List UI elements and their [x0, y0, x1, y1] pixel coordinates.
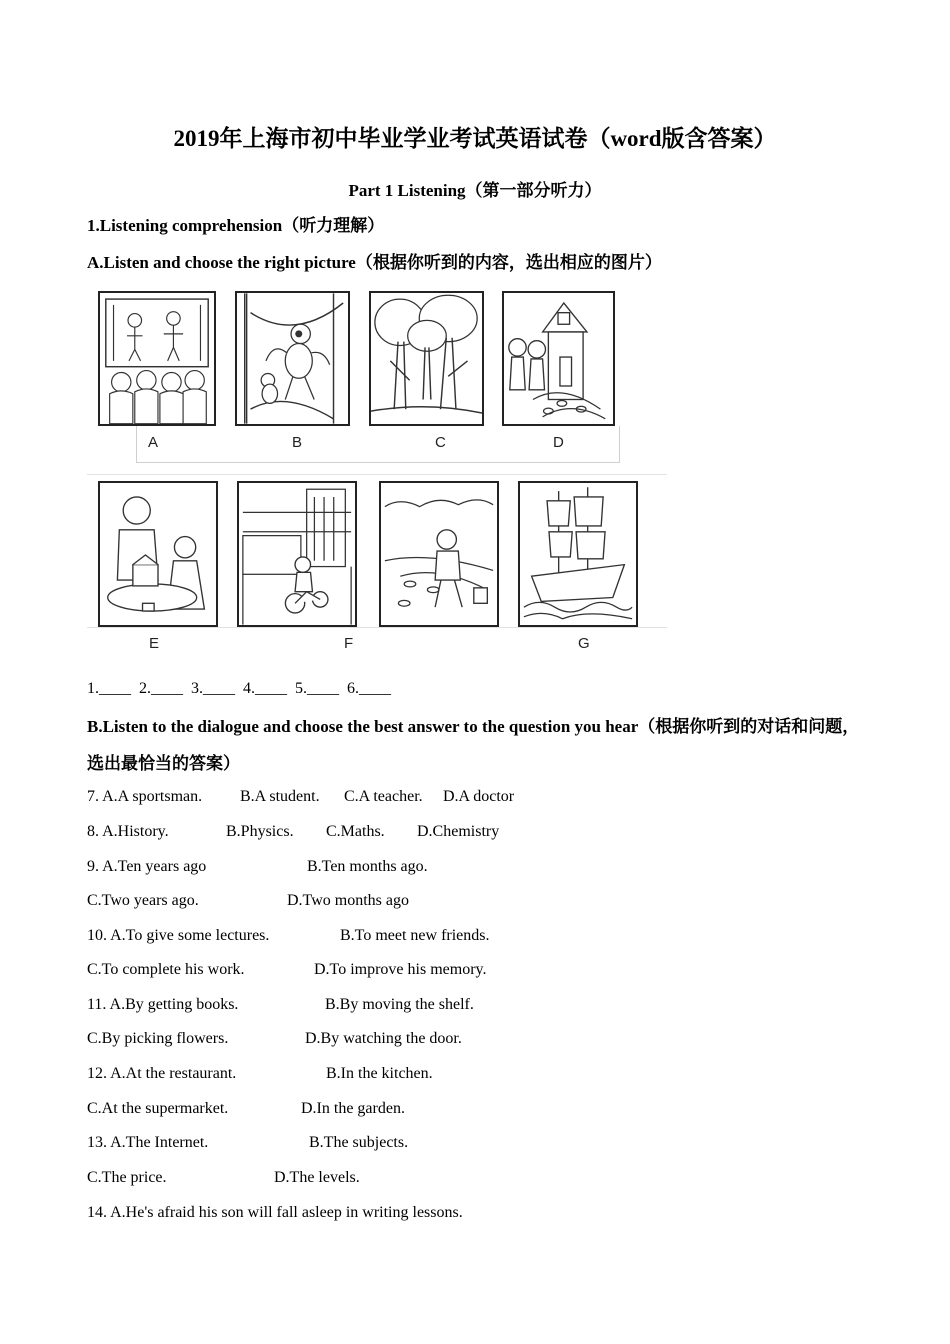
- picture-label-f: F: [344, 635, 354, 652]
- part-title: Part 1 Listening（第一部分听力）: [348, 181, 602, 200]
- option: 13. A.The Internet.: [87, 1134, 209, 1151]
- option: D.A doctor: [443, 788, 515, 805]
- page-title: 2019年上海市初中毕业学业考试英语试卷（word版含答案）: [173, 126, 777, 151]
- picture-e: [98, 481, 218, 627]
- option: 8. A.History.: [87, 823, 169, 840]
- picture-g: [379, 481, 499, 627]
- picture-b: [235, 291, 350, 426]
- option: C.Two years ago.: [87, 892, 199, 909]
- picture-label-g: G: [578, 635, 590, 652]
- option: 9. A.Ten years ago: [87, 858, 207, 875]
- option: B.Physics.: [226, 823, 294, 840]
- section-1-heading: 1.Listening comprehension（听力理解）: [87, 216, 385, 235]
- option: 10. A.To give some lectures.: [87, 927, 270, 944]
- option: 14. A.He's afraid his son will fall asleep in writing lessons.: [87, 1204, 463, 1221]
- option: B.A student.: [240, 788, 320, 805]
- sailing-ship-icon: [520, 483, 636, 625]
- picture-label-c: C: [435, 434, 446, 451]
- option: C.To complete his work.: [87, 961, 245, 978]
- option: C.A teacher.: [344, 788, 423, 805]
- option: D.The levels.: [274, 1169, 360, 1186]
- picture-label-a: A: [148, 434, 159, 451]
- picture-ship: [518, 481, 638, 627]
- option: C.By picking flowers.: [87, 1030, 229, 1047]
- option: C.Maths.: [326, 823, 385, 840]
- picture-label-d: D: [553, 434, 564, 451]
- boy-riding-bike-icon: [239, 483, 355, 625]
- option: D.By watching the door.: [305, 1030, 462, 1047]
- option: C.At the supermarket.: [87, 1100, 229, 1117]
- option: B.The subjects.: [309, 1134, 409, 1151]
- option: D.To improve his memory.: [314, 961, 487, 978]
- option: B.In the kitchen.: [326, 1065, 433, 1082]
- audience-stage-icon: [100, 293, 214, 424]
- section-b-heading: B.Listen to the dialogue and choose the best answer to the question you hear（根据你听到的对话和问题，选出最恰当的答案）: [87, 717, 860, 773]
- section-a-heading: A.Listen and choose the right picture（根据你听到的内容，选出相应的图片）: [87, 253, 662, 272]
- answer-blanks: 1.____ 2.____ 3.____ 4.____ 5.____ 6.____: [87, 680, 391, 697]
- option: C.The price.: [87, 1169, 167, 1186]
- option: D.Two months ago: [287, 892, 409, 909]
- picture-a: [98, 291, 216, 426]
- children-at-house-icon: [504, 293, 613, 424]
- divider: [87, 627, 667, 628]
- monkey-on-tree-icon: [237, 293, 348, 424]
- option: 7. A.A sportsman.: [87, 788, 203, 805]
- option: B.Ten months ago.: [307, 858, 428, 875]
- forest-trees-icon: [371, 293, 482, 424]
- labels-row-1: [136, 426, 620, 463]
- divider: [87, 474, 667, 475]
- option: D.Chemistry: [417, 823, 500, 840]
- woman-girl-gift-icon: [100, 483, 216, 625]
- option: D.In the garden.: [301, 1100, 405, 1117]
- option: B.By moving the shelf.: [325, 996, 474, 1013]
- picture-label-b: B: [292, 434, 303, 451]
- option: 12. A.At the restaurant.: [87, 1065, 237, 1082]
- option: B.To meet new friends.: [340, 927, 490, 944]
- picture-d: [502, 291, 615, 426]
- picture-c: [369, 291, 484, 426]
- boy-at-beach-icon: [381, 483, 497, 625]
- picture-f: [237, 481, 357, 627]
- picture-label-e: E: [149, 635, 160, 652]
- option: 11. A.By getting books.: [87, 996, 239, 1013]
